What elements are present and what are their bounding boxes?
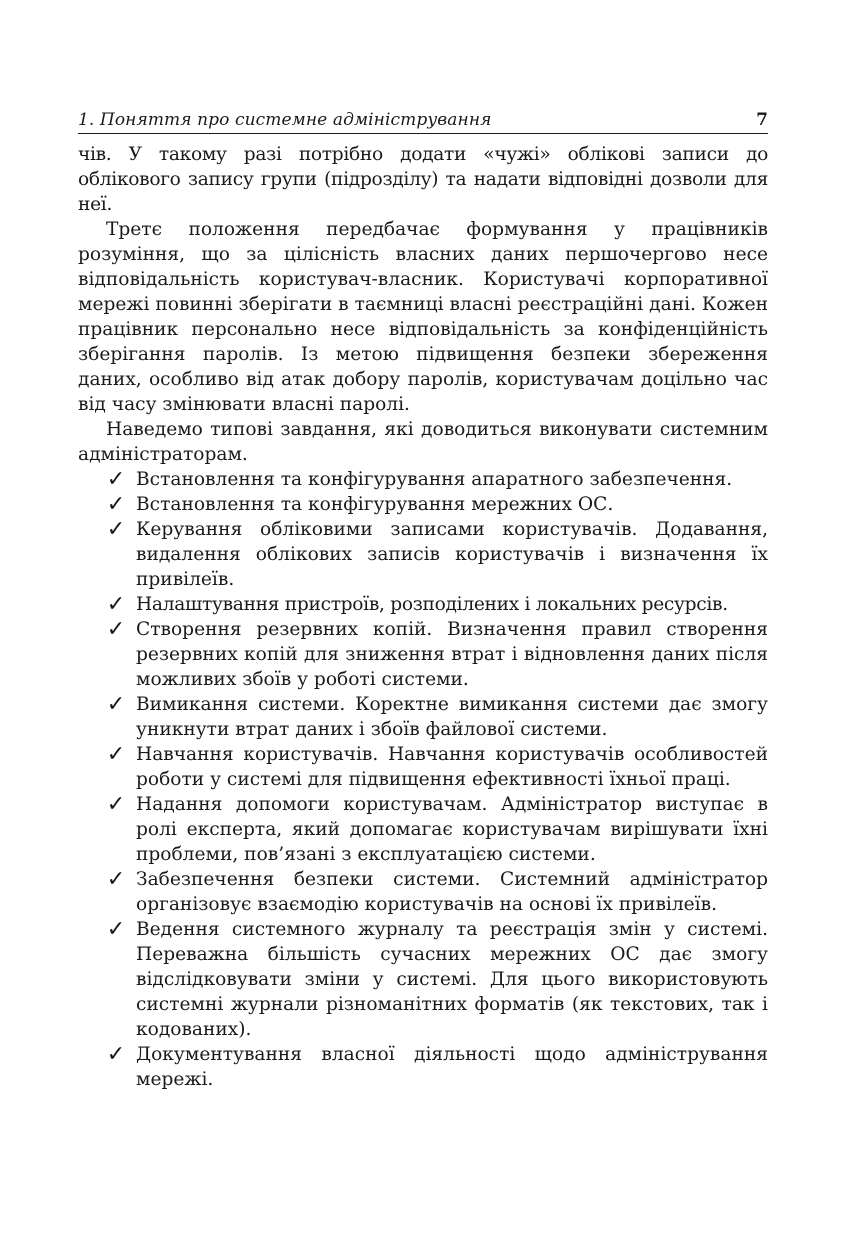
checkmark-icon: ✓ (106, 917, 126, 942)
list-item (78, 617, 768, 692)
list-item (78, 792, 768, 867)
page-number: 7 (756, 110, 768, 130)
task-text: Ведення системного журналу та реєстрація змін у системі. Переважна більшість сучасних мережних ОС дає змогу відслідковувати зміни у системі. Для цього використовують системні журнали різноманітних форматів (як текстових, так і кодованих). (136, 919, 768, 1040)
checkmark-icon: ✓ (106, 492, 126, 517)
checkmark-icon: ✓ (106, 792, 126, 817)
paragraph-continuation: чів. У такому разі потрібно додати «чужі» облікові записи до облікового запису групи (підрозділу) та надати відповідні дозволи для неї. (78, 144, 768, 215)
book-page (78, 106, 768, 1092)
checkmark-icon: ✓ (106, 867, 126, 892)
checkmark-icon: ✓ (106, 467, 126, 492)
running-header (78, 106, 768, 134)
checkmark-icon: ✓ (106, 617, 126, 642)
task-text: Налаштування пристроїв, розподілених і локальних ресурсів. (136, 594, 728, 615)
task-text: Надання допомоги користувачам. Адміністратор виступає в ролі експерта, який допомагає користувачам вирішувати їхні проблеми, пов’язані з експлуатацією системи. (136, 794, 768, 865)
chapter-title: 1. Поняття про системне адміністрування (78, 110, 492, 130)
task-text: Керування обліковими записами користувачів. Додавання, видалення облікових записів користувачів і визначення їх привілеїв. (136, 519, 768, 590)
task-text: Встановлення та конфігурування мережних ОС. (136, 494, 614, 515)
page-body (78, 142, 768, 1092)
list-item (78, 917, 768, 1042)
list-item (78, 517, 768, 592)
list-item (78, 742, 768, 792)
list-item (78, 692, 768, 742)
task-text: Вимикання системи. Коректне вимикання системи дає змогу уникнути втрат даних і збоїв файлової системи. (136, 694, 768, 740)
list-item (78, 1042, 768, 1092)
task-text: Встановлення та конфігурування апаратного забезпечення. (136, 469, 733, 490)
checkmark-icon: ✓ (106, 692, 126, 717)
list-item (78, 592, 768, 617)
checkmark-icon: ✓ (106, 742, 126, 767)
paragraph-third-provision: Третє положення передбачає формування у працівників розуміння, що за цілісність власних даних першочергово несе відповідальність користувач-власник. Користувачі корпоративної мережі повинні зберігати в таємниці власні реєстраційні дані. Кожен працівник персонально несе відповідальність за конфіденційність зберігання паролів. Із метою підвищення безпеки збереження даних, особливо від атак добору паролів, користувачам доцільно час від часу змінювати власні паролі. (78, 219, 768, 415)
list-item (78, 492, 768, 517)
paragraph-tasks-intro: Наведемо типові завдання, які доводиться виконувати системним адміністраторам. (78, 419, 768, 465)
task-text: Документування власної діяльності щодо адміністрування мережі. (136, 1044, 768, 1090)
checkmark-icon: ✓ (106, 1042, 126, 1067)
list-item (78, 867, 768, 917)
checkmark-icon: ✓ (106, 517, 126, 542)
task-text: Забезпечення безпеки системи. Системний адміністратор організовує взаємодію користувачів на основі їх привілеїв. (136, 869, 768, 915)
task-text: Навчання користувачів. Навчання користувачів особливостей роботи у системі для підвищення ефективності їхньої праці. (136, 744, 768, 790)
checkmark-icon: ✓ (106, 592, 126, 617)
list-item (78, 467, 768, 492)
task-text: Створення резервних копій. Визначення правил створення резервних копій для зниження втрат і відновлення даних після можливих збоїв у роботі системи. (136, 619, 768, 690)
task-list (78, 467, 768, 1092)
